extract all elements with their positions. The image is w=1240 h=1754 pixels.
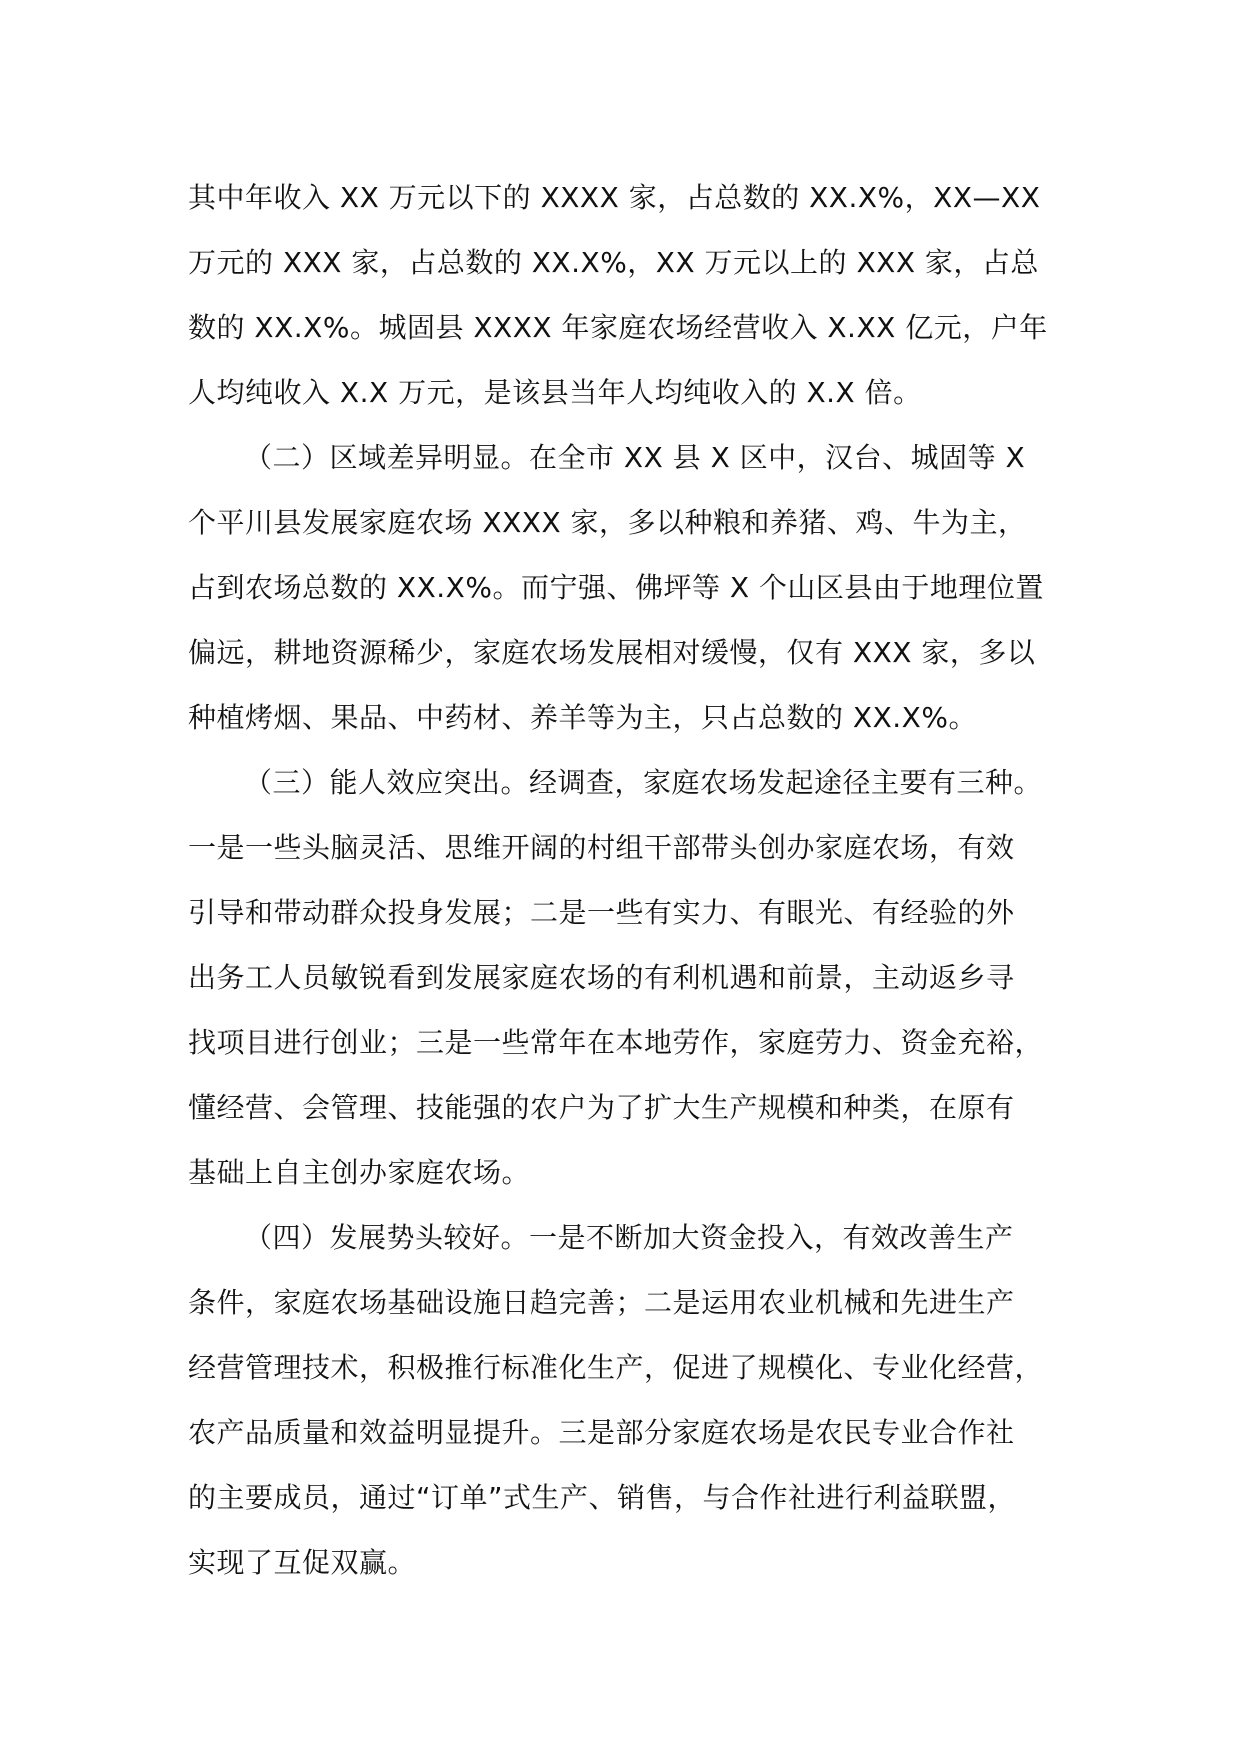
text-line-4: 人均纯收入 X.X 万元，是该县当年人均纯收入的 X.X 倍。 (188, 376, 922, 409)
text-line-16: 基础上自主创办家庭农场。 (188, 1156, 531, 1189)
section-two-heading-line: （二）区域差异明显。在全市 XX 县 X 区中，汉台、城固等 X (244, 441, 1026, 474)
text-line-3: 数的 XX.X%。城固县 XXXX 年家庭农场经营收入 X.XX 亿元，户年 (188, 311, 1048, 344)
document-body (188, 165, 1080, 1595)
text-line-1: 其中年收入 XX 万元以下的 XXXX 家，占总数的 XX.X%，XX—XX (188, 181, 1041, 214)
section-three-heading-line: （三）能人效应突出。经调查，家庭农场发起途径主要有三种。 (244, 766, 1043, 799)
text-line-20: 农产品质量和效益明显提升。三是部分家庭农场是农民专业合作社 (188, 1416, 1015, 1449)
text-line-13: 出务工人员敏锐看到发展家庭农场的有利机遇和前景，主动返乡寻 (188, 961, 1015, 994)
text-line-12: 引导和带动群众投身发展；二是一些有实力、有眼光、有经验的外 (188, 896, 1015, 929)
text-line-18: 条件，家庭农场基础设施日趋完善；二是运用农业机械和先进生产 (188, 1286, 1015, 1319)
text-line-15: 懂经营、会管理、技能强的农户为了扩大生产规模和种类，在原有 (188, 1091, 1015, 1124)
text-line-9: 种植烤烟、果品、中药材、养羊等为主，只占总数的 XX.X%。 (188, 701, 977, 734)
text-line-21: 的主要成员，通过“订单”式生产、销售，与合作社进行利益联盟， (188, 1481, 1017, 1514)
text-line-11: 一是一些头脑灵活、思维开阔的村组干部带头创办家庭农场，有效 (188, 831, 1015, 864)
text-line-6: 个平川县发展家庭农场 XXXX 家，多以种粮和养猪、鸡、牛为主， (188, 506, 1027, 539)
text-line-14: 找项目进行创业；三是一些常年在本地劳作，家庭劳力、资金充裕， (188, 1026, 1044, 1059)
text-line-7: 占到农场总数的 XX.X%。而宁强、佛坪等 X 个山区县由于地理位置 (188, 571, 1044, 604)
text-line-22: 实现了互促双赢。 (188, 1546, 417, 1579)
text-line-8: 偏远，耕地资源稀少，家庭农场发展相对缓慢，仅有 XXX 家，多以 (188, 636, 1036, 669)
text-line-19: 经营管理技术，积极推行标准化生产，促进了规模化、专业化经营， (188, 1351, 1044, 1384)
section-four-heading-line: （四）发展势头较好。一是不断加大资金投入，有效改善生产 (244, 1221, 1014, 1254)
text-line-2: 万元的 XXX 家，占总数的 XX.X%，XX 万元以上的 XXX 家，占总 (188, 246, 1039, 279)
